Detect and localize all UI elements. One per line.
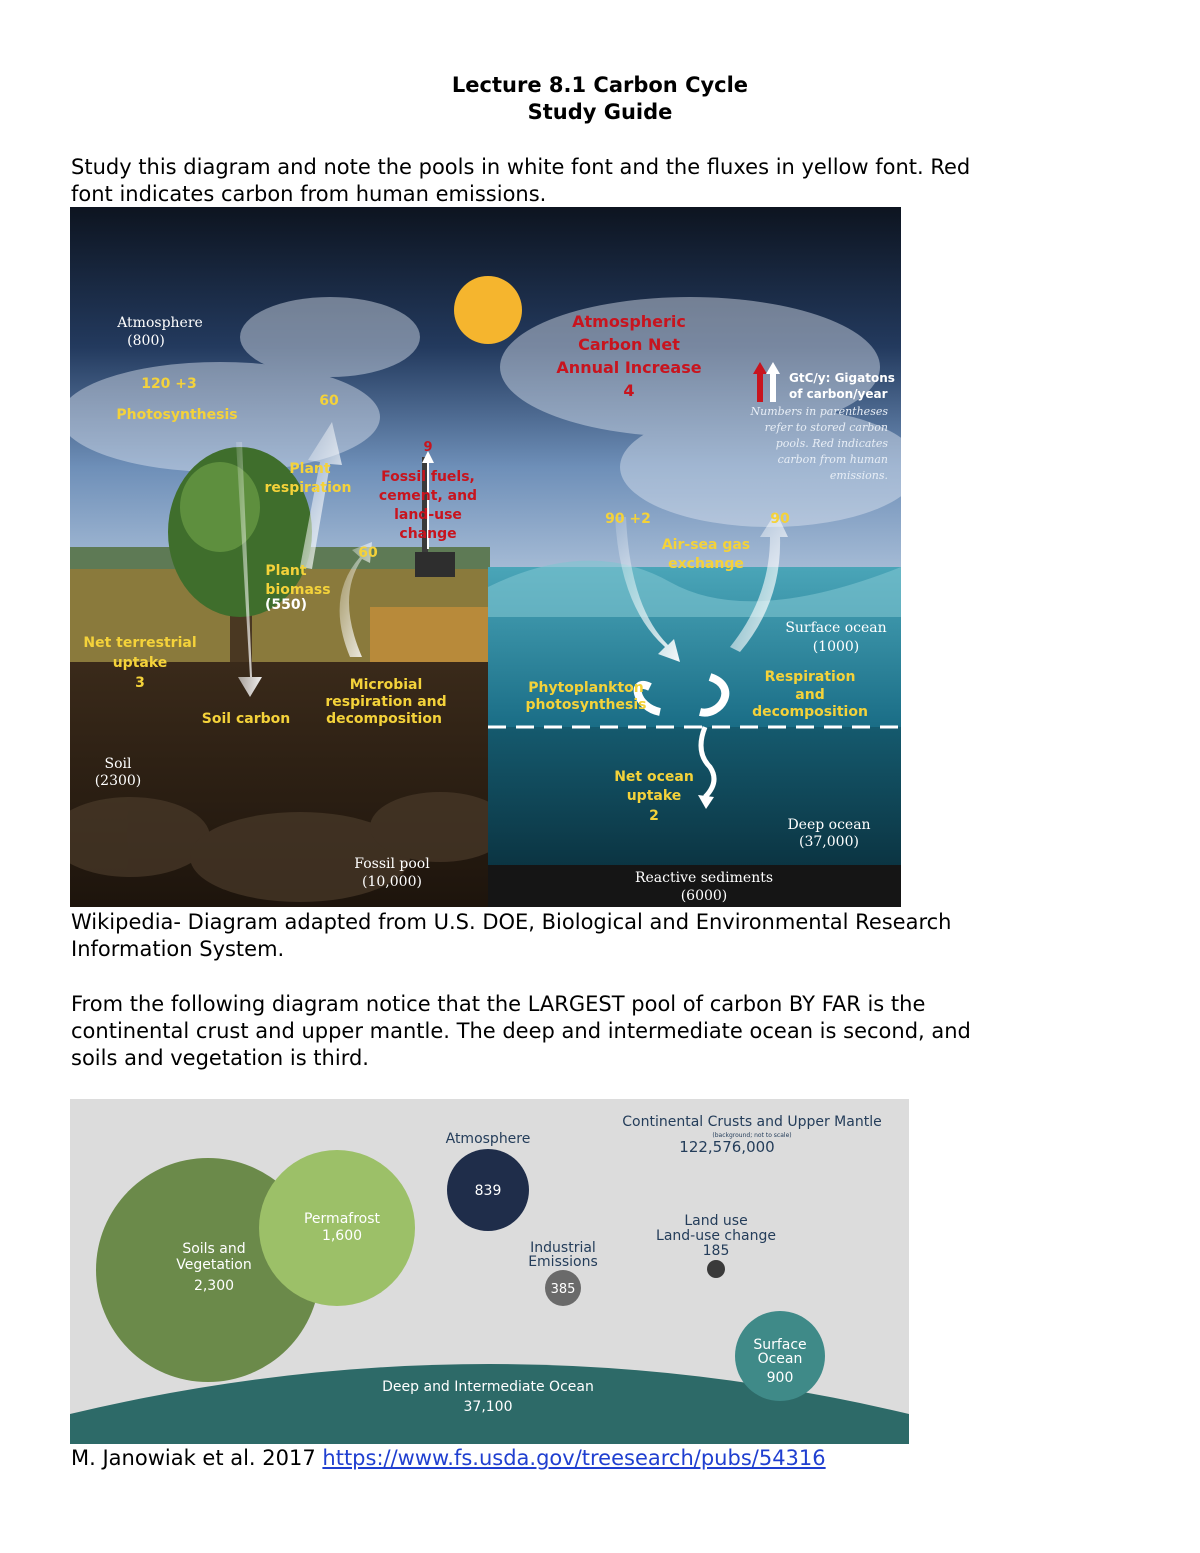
carbon-cycle-diagram (70, 207, 901, 907)
plant-respiration-label-2: respiration (264, 480, 352, 496)
sun-icon (454, 276, 522, 344)
net-terrestrial-label-1: Net terrestrial (83, 635, 197, 651)
fossil-label-1: Fossil fuels, (381, 469, 475, 485)
body2-line-2: continental crust and upper mantle. The deep and intermediate ocean is second, and (71, 1019, 971, 1043)
reactive-sediments-value: (6000) (680, 888, 728, 904)
soils-label-1: Soils and (182, 1241, 246, 1257)
microbial-value: 60 (358, 545, 378, 561)
legend-note-3: pools. Red indicates (775, 437, 888, 450)
continental-label: Continental Crusts and Upper Mantle (622, 1114, 882, 1130)
page-title: Lecture 8.1 Carbon Cycle (451, 73, 749, 97)
atmosphere-label: Atmosphere (117, 315, 203, 331)
page-subtitle: Study Guide (527, 100, 673, 124)
microbial-label-2: respiration and (325, 694, 447, 710)
caption-line-2: Information System. (71, 937, 285, 961)
atm-net-value: 4 (623, 381, 635, 400)
net-ocean-value: 2 (649, 808, 659, 824)
phytoplankton-label-1: Phytoplankton (528, 680, 644, 696)
deep-ocean-label: Deep ocean (787, 817, 871, 833)
surface-ocean-value: 900 (766, 1370, 794, 1386)
air-sea-out-value: 90 (770, 511, 790, 527)
continental-value: 122,576,000 (679, 1138, 775, 1156)
surface-ocean-value: (1000) (812, 639, 860, 655)
atm-net-label-1: Atmospheric (572, 312, 686, 331)
soil-value: (2300) (94, 773, 142, 789)
industrial-label-1: Industrial (530, 1240, 596, 1256)
legend-line-1: GtC/y: Gigatons (789, 371, 895, 385)
industrial-value: 385 (550, 1282, 576, 1297)
net-terrestrial-label-2: uptake (112, 655, 168, 671)
industrial-label-2: Emissions (528, 1254, 598, 1270)
soil-label: Soil (104, 756, 132, 772)
net-ocean-label-1: Net ocean (614, 769, 694, 785)
surface-ocean-label-2: Ocean (757, 1351, 803, 1367)
caption-line-1: Wikipedia- Diagram adapted from U.S. DOE, Biological and Environmental Research (71, 910, 952, 934)
fossil-label-2: cement, and (378, 488, 478, 504)
plant-biomass-value: (550) (264, 597, 308, 613)
air-sea-in-value: 90 +2 (605, 511, 651, 527)
legend-note-4: carbon from human (777, 453, 888, 466)
land-use-label-1: Land use (684, 1213, 748, 1229)
intro-line-2: font indicates carbon from human emissions. (71, 182, 547, 206)
legend-note-1: Numbers in parentheses (750, 405, 888, 418)
photosynthesis-label: Photosynthesis (116, 407, 238, 423)
soil-carbon-label: Soil carbon (201, 711, 291, 727)
surface-ocean-label: Surface ocean (785, 620, 887, 636)
permafrost-value: 1,600 (321, 1228, 363, 1244)
citation (71, 1445, 1131, 1472)
plant-respiration-value: 60 (319, 393, 339, 409)
net-ocean-label-2: uptake (626, 788, 682, 804)
deep-ocean-label: Deep and Intermediate Ocean (382, 1379, 594, 1395)
continental-note: (background; not to scale) (712, 1132, 792, 1139)
soils-label-2: Vegetation (176, 1257, 252, 1273)
phytoplankton-label-2: photosynthesis (525, 697, 647, 713)
surface-ocean-label-1: Surface (753, 1337, 807, 1353)
citation-link[interactable]: https://www.fs.usda.gov/treesearch/pubs/54316 (322, 1446, 826, 1470)
net-terrestrial-value: 3 (135, 675, 145, 691)
deep-ocean-value: 37,100 (463, 1399, 513, 1415)
land-use-circle (707, 1260, 725, 1278)
fossil-pool-label: Fossil pool (354, 856, 430, 872)
respiration-decomp-label-2: and (795, 687, 825, 703)
legend-note-5: emissions. (829, 469, 888, 482)
deep-ocean-value: (37,000) (799, 834, 859, 850)
respiration-decomp-label-1: Respiration (764, 669, 856, 685)
photosynthesis-value: 120 +3 (141, 376, 197, 392)
atm-net-label-2: Carbon Net (578, 335, 680, 354)
wheat-field (370, 607, 490, 662)
fossil-label-4: change (399, 526, 457, 542)
respiration-decomp-label-3: decomposition (752, 704, 868, 720)
intro-line-1: Study this diagram and note the pools in white font and the fluxes in yellow font. Red (71, 155, 971, 179)
soils-value: 2,300 (193, 1278, 235, 1294)
atmosphere-pool-value: 839 (474, 1183, 502, 1199)
microbial-label-1: Microbial (349, 677, 423, 693)
body2-line-3: soils and vegetation is third. (71, 1046, 369, 1070)
atmosphere-pool-label: Atmosphere (445, 1131, 531, 1147)
plant-biomass-label-1: Plant (265, 563, 307, 579)
land-use-label-2: Land-use change (656, 1228, 776, 1244)
plant-biomass-label-2: biomass (265, 582, 331, 598)
atm-net-label-3: Annual Increase (556, 358, 702, 377)
body2-line-1: From the following diagram notice that the LARGEST pool of carbon BY FAR is the (71, 992, 926, 1016)
air-sea-label-1: Air-sea gas (661, 537, 751, 553)
fossil-pool-value: (10,000) (362, 874, 422, 890)
air-sea-label-2: exchange (668, 556, 744, 572)
legend-line-2: of carbon/year (789, 387, 888, 401)
permafrost-label: Permafrost (303, 1211, 381, 1227)
carbon-pools-diagram (70, 1099, 909, 1444)
fossil-label-3: land-use (394, 507, 462, 523)
land-use-value: 185 (702, 1243, 730, 1259)
atmosphere-value: (800) (127, 333, 165, 349)
fossil-value: 9 (423, 440, 433, 455)
plant-respiration-label-1: Plant (289, 461, 331, 477)
microbial-label-3: decomposition (326, 711, 442, 727)
reactive-sediments-label: Reactive sediments (634, 870, 774, 886)
legend-note-2: refer to stored carbon (764, 421, 888, 434)
citation-authors: M. Janowiak et al. 2017 (71, 1446, 323, 1470)
